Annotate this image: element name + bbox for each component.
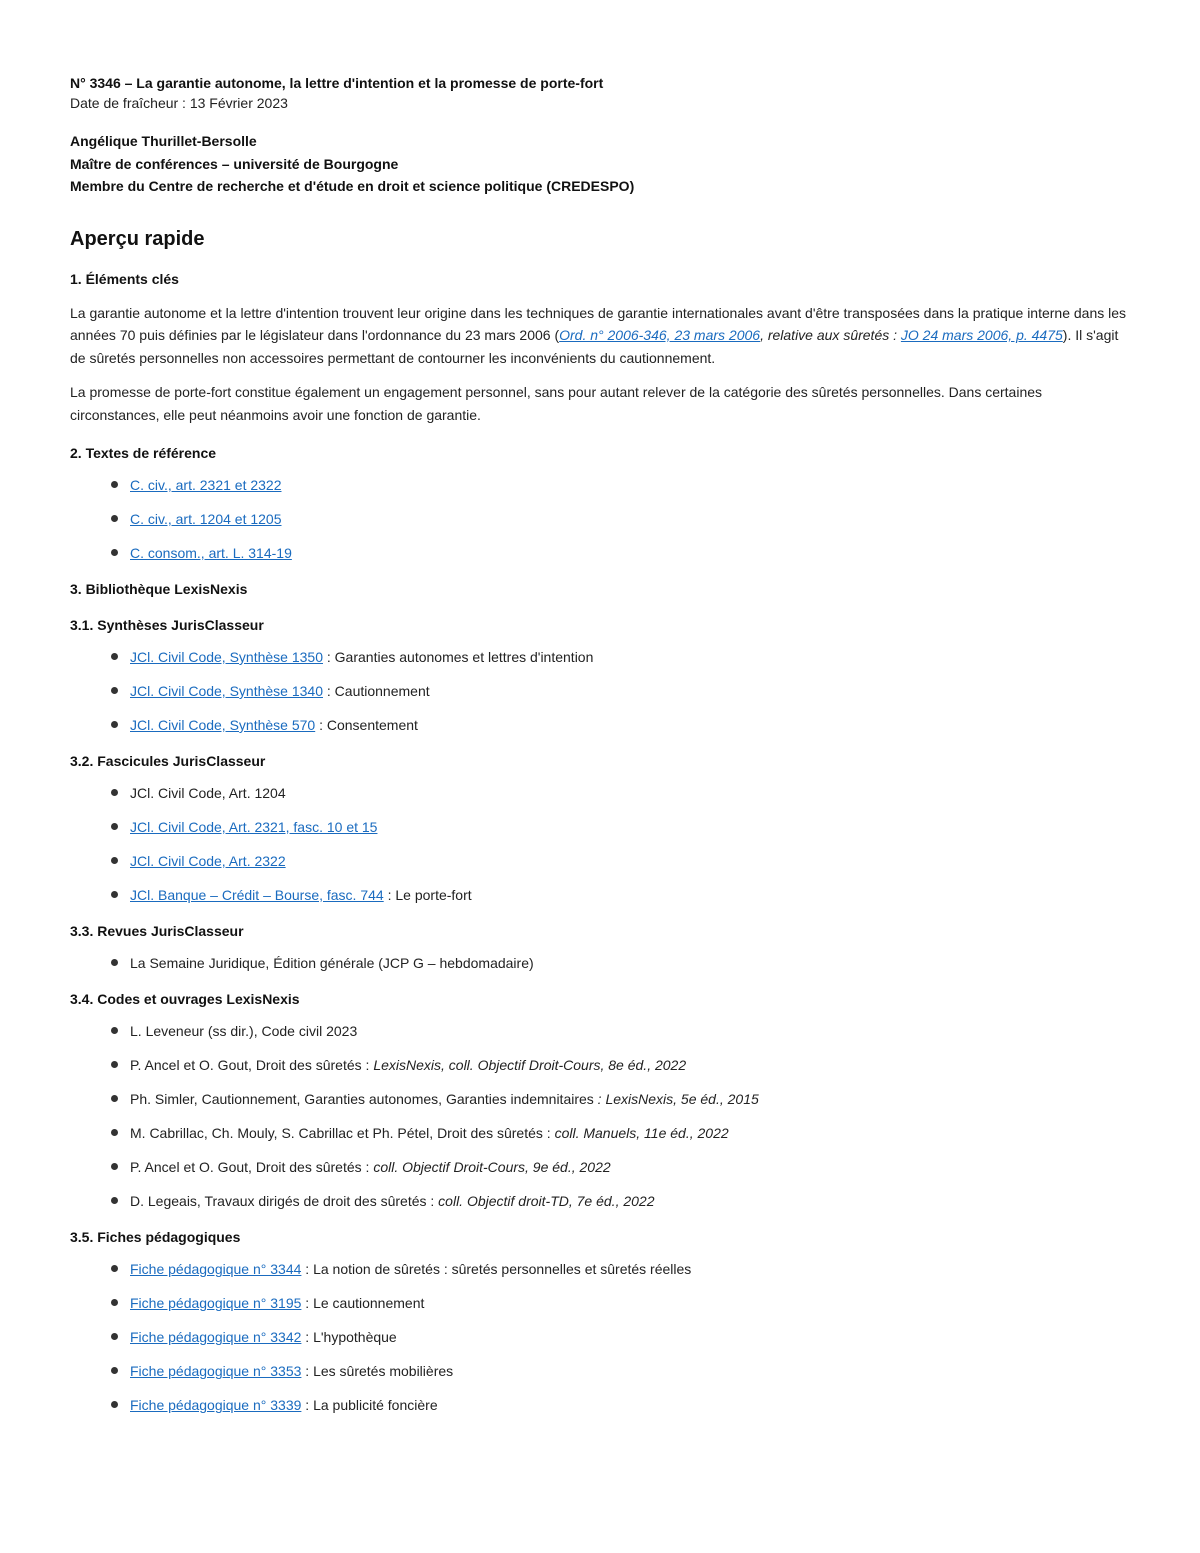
list-item [110,648,1130,666]
list-item-text: : La publicité foncière [301,1397,438,1413]
list-item [110,1396,1130,1414]
fascicule-link[interactable]: JCl. Civil Code, Art. 2321, fasc. 10 et 15 [130,819,378,835]
journal-officiel-link[interactable]: JO 24 mars 2006, p. 4475 [900,327,1063,343]
list-item [110,852,1130,870]
list-item-text: : Le cautionnement [301,1295,425,1311]
list-item [110,1022,1130,1040]
ordinance-link[interactable]: Ord. n° 2006-346, 23 mars 2006 [559,327,761,343]
author-position: Maître de conférences – université de Bourgogne [70,155,399,172]
paragraph-text: ). Il s'agit de sûretés personnelles non accessoires permettant de contourner les inconvénients du cautionnement. [70,327,1119,366]
reference-link[interactable]: C. civ., art. 2321 et 2322 [130,477,282,493]
key-elements-paragraph-1 [70,302,1130,370]
list-item [110,1124,1130,1142]
list-item-text: : Le porte-fort [383,887,472,903]
list-item [110,1260,1130,1278]
reference-link[interactable]: C. civ., art. 1204 et 1205 [130,511,282,527]
fascicules-heading: 3.2. Fascicules JurisClasseur [70,753,266,769]
list-item [110,716,1130,734]
list-item-text: : Cautionnement [323,683,430,699]
list-item-text: La Semaine Juridique, Édition générale (JCP G – hebdomadaire) [130,955,534,971]
list-item-publisher: : LexisNexis, 5e éd., 2015 [593,1091,759,1107]
list-item [110,510,1130,528]
syntheses-heading: 3.1. Synthèses JurisClasseur [70,617,264,633]
list-item [110,1158,1130,1176]
list-item-text: P. Ancel et O. Gout, Droit des sûretés : [130,1057,374,1073]
fascicule-link[interactable]: JCl. Banque – Crédit – Bourse, fasc. 744 [130,887,384,903]
key-elements-heading: 1. Éléments clés [70,270,179,287]
fiches-list [70,1260,1130,1414]
reviews-list [70,954,1130,972]
list-item [110,544,1130,562]
list-item [110,1192,1130,1210]
reviews-heading: 3.3. Revues JurisClasseur [70,923,244,939]
codes-heading: 3.4. Codes et ouvrages LexisNexis [70,991,300,1007]
fascicules-list [70,784,1130,904]
list-item [110,476,1130,494]
paragraph-text: , relative aux sûretés : [760,327,901,343]
list-item-publisher: LexisNexis, coll. Objectif Droit-Cours, 8e éd., 2022 [373,1057,687,1073]
list-item-text: Ph. Simler, Cautionnement, Garanties autonomes, Garanties indemnitaires [130,1091,594,1107]
list-item [110,784,1130,802]
reference-texts-heading: 2. Textes de référence [70,445,217,461]
codes-list [70,1022,1130,1210]
list-item-text: JCl. Civil Code, Art. 1204 [130,785,286,801]
fiche-link[interactable]: Fiche pédagogique n° 3339 [130,1397,302,1413]
document-title: N° 3346 – La garantie autonome, la lettre d'intention et la promesse de porte-fort [70,75,604,91]
synthesis-link[interactable]: JCl. Civil Code, Synthèse 1350 [130,649,323,665]
reference-link[interactable]: C. consom., art. L. 314-19 [130,545,292,561]
list-item-text: M. Cabrillac, Ch. Mouly, S. Cabrillac et Ph. Pétel, Droit des sûretés : [130,1125,555,1141]
list-item-text: : Les sûretés mobilières [301,1363,454,1379]
list-item-text: P. Ancel et O. Gout, Droit des sûretés : [130,1159,374,1175]
fiche-link[interactable]: Fiche pédagogique n° 3353 [130,1363,302,1379]
list-item-publisher: coll. Objectif droit-TD, 7e éd., 2022 [438,1193,655,1209]
list-item-text: : Consentement [315,717,418,733]
list-item-text: : Garanties autonomes et lettres d'intention [323,649,594,665]
list-item-publisher: coll. Objectif Droit-Cours, 9e éd., 2022 [373,1159,611,1175]
synthesis-link[interactable]: JCl. Civil Code, Synthèse 570 [130,717,316,733]
freshness-date: Date de fraîcheur : 13 Février 2023 [70,95,288,111]
syntheses-list [70,648,1130,734]
list-item-text: : La notion de sûretés : sûretés personnelles et sûretés réelles [301,1261,692,1277]
key-elements-paragraph-2: La promesse de porte-fort constitue également un engagement personnel, sans pour autant relever de la catégorie des sûretés personnelles. Dans certaines circonstances, elle peut néanmoins avoir une fonction de garantie. [70,384,1043,423]
list-item-text: L. Leveneur (ss dir.), Code civil 2023 [130,1023,358,1039]
author-affiliation: Membre du Centre de recherche et d'étude en droit et science politique (CREDESPO) [70,178,635,194]
list-item-text: : L'hypothèque [301,1329,397,1345]
list-item [110,1328,1130,1346]
list-item-publisher: coll. Manuels, 11e éd., 2022 [554,1125,729,1141]
author-block [70,130,1130,198]
list-item [110,818,1130,836]
overview-heading: Aperçu rapide [70,227,205,250]
list-item [110,886,1130,904]
list-item [110,1294,1130,1312]
fascicule-link[interactable]: JCl. Civil Code, Art. 2322 [130,853,286,869]
fiches-heading: 3.5. Fiches pédagogiques [70,1229,241,1245]
list-item [110,1056,1130,1074]
reference-texts-list [70,476,1130,562]
fiche-link[interactable]: Fiche pédagogique n° 3195 [130,1295,302,1311]
synthesis-link[interactable]: JCl. Civil Code, Synthèse 1340 [130,683,323,699]
fiche-link[interactable]: Fiche pédagogique n° 3344 [130,1261,302,1277]
list-item [110,1090,1130,1108]
list-item [110,682,1130,700]
list-item-text: D. Legeais, Travaux dirigés de droit des sûretés : [130,1193,439,1209]
list-item [110,954,1130,972]
list-item [110,1362,1130,1380]
fiche-link[interactable]: Fiche pédagogique n° 3342 [130,1329,302,1345]
paragraph-text: La garantie autonome et la lettre d'intention trouvent leur origine dans les techniques de garantie internationales avant d'être transposées dans la pratique interne dans les années 70 puis définies par le législateur dans l'ordonnance du 23 mars 2006 ( [70,304,1127,343]
author-name: Angélique Thurillet-Bersolle [70,133,257,149]
library-heading: 3. Bibliothèque LexisNexis [70,581,248,597]
